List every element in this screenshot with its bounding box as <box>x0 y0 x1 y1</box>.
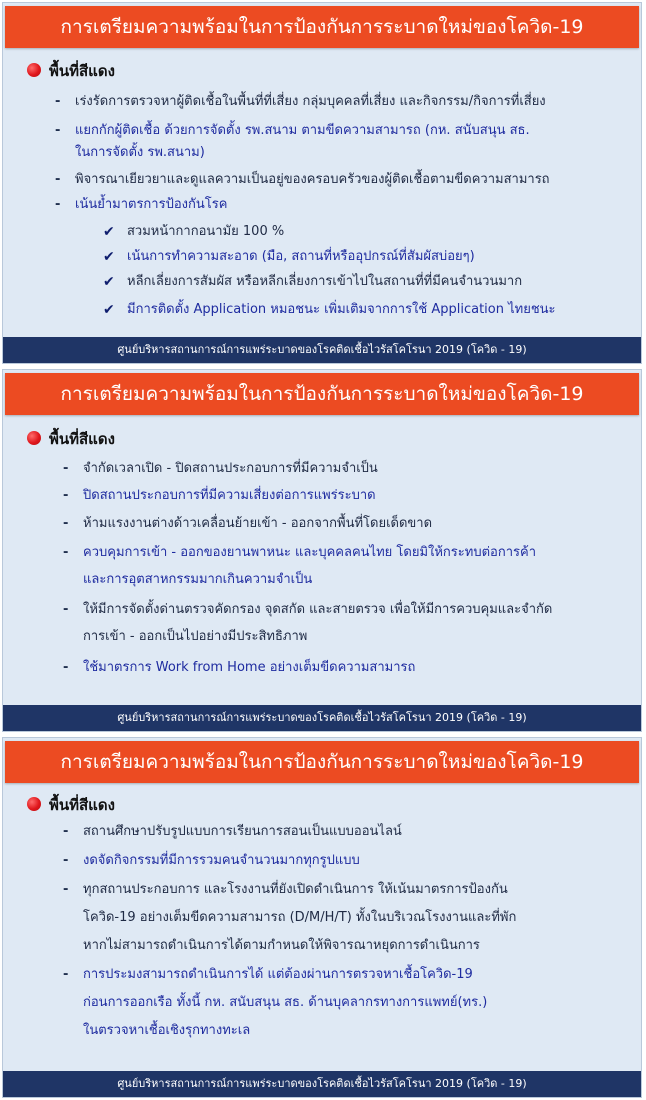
slide-red-zone-measures-3: การเตรียมความพร้อมในการป้องกันการระบาดใหม่ของโควิด-19 พื้นที่สีแดง - สถานศึกษาปรับรูปแบบการเรียนการสอนเป็นแบบออนไลน์ - งดจัดกิจกรรมที่มีการรวมคนจำนวนมากทุกรูปแบบ - ทุกสถานประกอบการ และโรงงานที่ยังเปิดดำเนินการ ให้เน้นมาตรการป้องกัน โควิด-19 อย่างเต็มขีดความสามารถ (D/M/H/T) ทั้งในบริเวณโรงงานและที่พัก หากไม่สามารถดำเนินการได้ตามกำหนดให้พิจารณาหยุดการดำเนินการ - การประมงสามารถดำเนินการได้ แต่ต้องผ่านการตรวจหาเชื้อโควิด-19 ก่อนการออกเรือ ทั้งนี้ กห. สนับสนุน สธ. ด้านบุคลากรทางการแพทย์(ทร.) ในตรวจหาเชื้อเชิงรุกทางทะเล ศูนย์บริหารสถานการณ์การแพร่ระบาดของโรคติดเชื้อไวรัสโคโรนา 2019 (โควิด - 19) <box>2 737 642 1098</box>
slide-title: การเตรียมความพร้อมในการป้องกันการระบาดใหม่ของโควิด-19 <box>5 373 639 415</box>
checkmark-icon: ✔ <box>103 249 115 265</box>
slide-title: การเตรียมความพร้อมในการป้องกันการระบาดใหม่ของโควิด-19 <box>5 741 639 783</box>
dash-bullet-icon: - <box>55 197 61 212</box>
checkmark-icon: ✔ <box>103 302 115 318</box>
dash-bullet-icon: - <box>63 545 69 560</box>
zone-label: พื้นที่สีแดง <box>49 796 115 814</box>
slide-footer: ศูนย์บริหารสถานการณ์การแพร่ระบาดของโรคติดเชื้อไวรัสโคโรนา 2019 (โควิด - 19) <box>3 1071 641 1097</box>
list-item: - ให้มีการจัดตั้งด่านตรวจคัดกรอง จุดสกัด และสายตรวจ เพื่อให้มีการควบคุมและจำกัด การเข้า - ออกเป็นไปอย่างมีประสิทธิภาพ <box>63 599 638 649</box>
dash-bullet-icon: - <box>55 123 61 138</box>
slide-footer: ศูนย์บริหารสถานการณ์การแพร่ระบาดของโรคติดเชื้อไวรัสโคโรนา 2019 (โควิด - 19) <box>3 705 641 731</box>
list-item: - ควบคุมการเข้า - ออกของยานพาหนะ และบุคคลคนไทย โดยมิให้กระทบต่อการค้า และการอุตสาหกรรมมากเกินความจำเป็น <box>63 542 638 592</box>
dash-bullet-icon: - <box>55 94 61 109</box>
dash-bullet-icon: - <box>63 488 69 503</box>
dash-bullet-icon: - <box>63 516 69 531</box>
slide-red-zone-measures-1: การเตรียมความพร้อมในการป้องกันการระบาดใหม่ของโควิด-19 พื้นที่สีแดง - เร่งรัดการตรวจหาผู้ติดเชื้อในพื้นที่ที่เสี่ยง กลุ่มบุคคลที่เสี่ยง และกิจกรรม/กิจการที่เสี่ยง - แยกกักผู้ติดเชื้อ ด้วยการจัดตั้ง รพ.สนาม ตามขีดความสามารถ (กห. สนับสนุน สธ. ในการจัดตั้ง รพ.สนาม) - พิจารณาเยียวยาและดูแลความเป็นอยู่ของครอบครัวของผู้ติดเชื้อตามขีดความสามารถ - เน้นย้ำมาตรการป้องกันโรค ✔ สวมหน้ากากอนามัย 100 % ✔ เน้นการทำความสะอาด (มือ, สถานที่หรืออุปกรณ์ที่สัมผัสบ่อยๆ) ✔ หลีกเลี่ยงการสัมผัส หรือหลีกเลี่ยงการเข้าไปในสถานที่ที่มีคนจำนวนมาก ✔ มีการติดตั้ง Application หมอชนะ เพิ่มเติมจากการใช้ Application ไทยชนะ ศูนย์บริหารสถานการณ์การแพร่ระบาดของโรคติดเชื้อไวรัสโคโรนา 2019 (โควิด - 19) <box>2 2 642 364</box>
dash-bullet-icon: - <box>63 824 69 839</box>
dash-bullet-icon: - <box>63 853 69 868</box>
dash-bullet-icon: - <box>63 660 69 675</box>
checkmark-icon: ✔ <box>103 274 115 290</box>
slide-footer: ศูนย์บริหารสถานการณ์การแพร่ระบาดของโรคติดเชื้อไวรัสโคโรนา 2019 (โควิด - 19) <box>3 337 641 363</box>
dash-bullet-icon: - <box>63 461 69 476</box>
red-dot-icon <box>27 797 41 811</box>
dash-bullet-icon: - <box>63 602 69 617</box>
list-item: - การประมงสามารถดำเนินการได้ แต่ต้องผ่านการตรวจหาเชื้อโควิด-19 ก่อนการออกเรือ ทั้งนี้ กห. สนับสนุน สธ. ด้านบุคลากรทางการแพทย์(ทร.) ในตรวจหาเชื้อเชิงรุกทางทะเล <box>63 964 638 1044</box>
red-dot-icon <box>27 63 41 77</box>
dash-bullet-icon: - <box>63 967 69 982</box>
red-dot-icon <box>27 431 41 445</box>
list-item: - ทุกสถานประกอบการ และโรงงานที่ยังเปิดดำเนินการ ให้เน้นมาตรการป้องกัน โควิด-19 อย่างเต็มขีดความสามารถ (D/M/H/T) ทั้งในบริเวณโรงงานและที่พัก หากไม่สามารถดำเนินการได้ตามกำหนดให้พิจารณาหยุดการดำเนินการ <box>63 879 638 959</box>
zone-label: พื้นที่สีแดง <box>49 430 115 448</box>
slide-red-zone-measures-2: การเตรียมความพร้อมในการป้องกันการระบาดใหม่ของโควิด-19 พื้นที่สีแดง - จำกัดเวลาเปิด - ปิดสถานประกอบการที่มีความจำเป็น - ปิดสถานประกอบการที่มีความเสี่ยงต่อการแพร่ระบาด - ห้ามแรงงานต่างด้าวเคลื่อนย้ายเข้า - ออกจากพื้นที่โดยเด็ดขาด - ควบคุมการเข้า - ออกของยานพาหนะ และบุคคลคนไทย โดยมิให้กระทบต่อการค้า และการอุตสาหกรรมมากเกินความจำเป็น - ให้มีการจัดตั้งด่านตรวจคัดกรอง จุดสกัด และสายตรวจ เพื่อให้มีการควบคุมและจำกัด การเข้า - ออกเป็นไปอย่างมีประสิทธิภาพ - ใช้มาตรการ Work from Home อย่างเต็มขีดความสามารถ ศูนย์บริหารสถานการณ์การแพร่ระบาดของโรคติดเชื้อไวรัสโคโรนา 2019 (โควิด - 19) <box>2 369 642 732</box>
checkmark-icon: ✔ <box>103 224 115 240</box>
slide-title: การเตรียมความพร้อมในการป้องกันการระบาดใหม่ของโควิด-19 <box>5 6 639 48</box>
zone-label: พื้นที่สีแดง <box>49 62 115 80</box>
list-item: - แยกกักผู้ติดเชื้อ ด้วยการจัดตั้ง รพ.สนาม ตามขีดความสามารถ (กห. สนับสนุน สธ. ในการจัดตั้ง รพ.สนาม) <box>55 120 630 164</box>
dash-bullet-icon: - <box>63 882 69 897</box>
dash-bullet-icon: - <box>55 172 61 187</box>
